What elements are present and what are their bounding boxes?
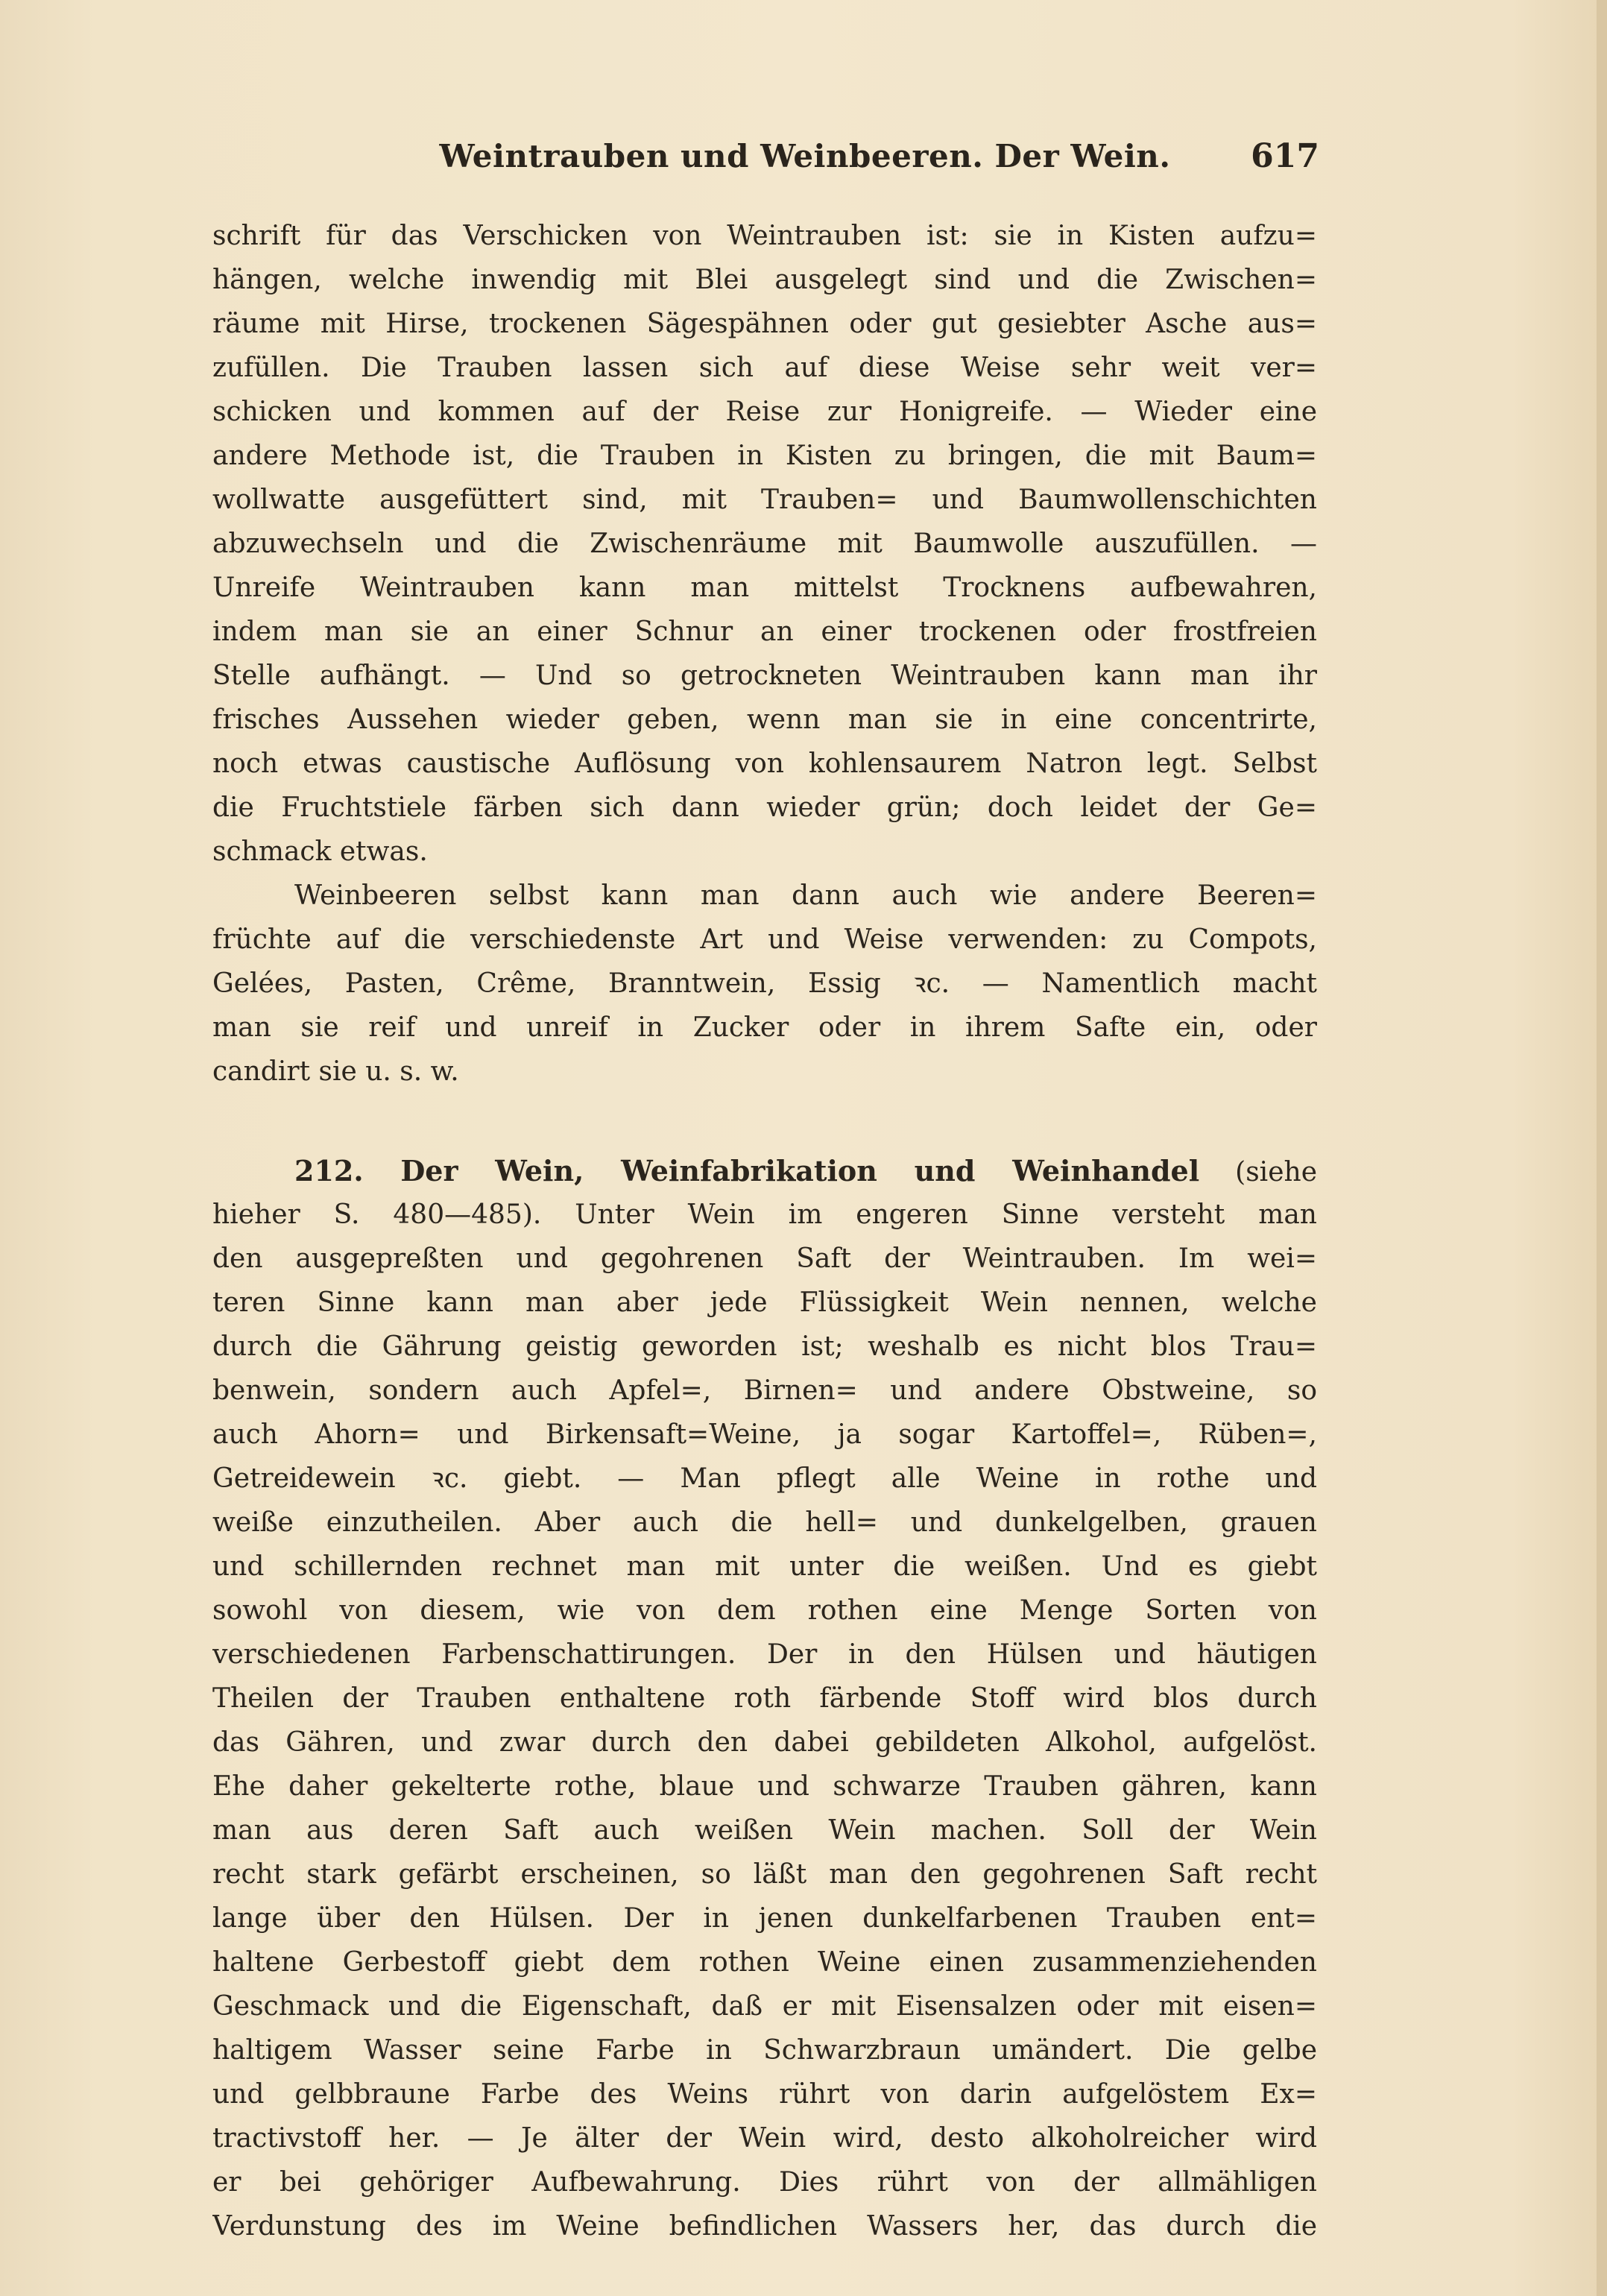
text-line: haltigem Wasser seine Farbe in Schwarzbraun umändert. Die gelbe [212,2035,1317,2066]
page-number: 617 [1251,137,1319,175]
text-line: durch die Gährung geistig geworden ist; weshalb es nicht blos Trau= [212,1331,1317,1362]
text-line: Geschmack und die Eigenschaft, daß er mit Eisensalzen oder mit eisen= [212,1991,1317,2022]
text-line: Stelle aufhängt. — Und so getrockneten Weintrauben kann man ihr [212,660,1317,691]
text-line: noch etwas caustische Auflösung von kohlensaurem Natron legt. Selbst [212,748,1317,779]
section-gap [212,1094,1317,1149]
text-line: haltene Gerbestoff giebt dem rothen Weine einen zusammenziehenden [212,1947,1317,1978]
text-line: abzuwechseln und die Zwischenräume mit Baumwolle auszufüllen. — [212,529,1317,559]
text-line: zufüllen. Die Trauben lassen sich auf diese Weise sehr weit ver= [212,353,1317,383]
text-line: weiße einzutheilen. Aber auch die hell= und dunkelgelben, grauen [212,1507,1317,1538]
section-heading-line [212,1149,1317,1193]
text-line: Verdunstung des im Weine befindlichen Wassers her, das durch die [212,2211,1317,2242]
text-line: candirt sie u. s. w. [212,1056,459,1087]
body-text [212,214,1317,2248]
text-line: recht stark gefärbt erscheinen, so läßt man den gegohrenen Saft recht [212,1859,1317,1890]
text-line: teren Sinne kann man aber jede Flüssigkeit Wein nennen, welche [212,1287,1317,1318]
text-line: Getreidewein ꝛc. giebt. — Man pflegt alle Weine in rothe und [212,1463,1317,1494]
page-header [0,130,1607,183]
text-line: Weinbeeren selbst kann man dann auch wie andere Beeren= [294,880,1317,911]
text-line: indem man sie an einer Schnur an einer trockenen oder frostfreien [212,616,1317,647]
text-line: lange über den Hülsen. Der in jenen dunkelfarbenen Trauben ent= [212,1903,1317,1934]
text-line: Unreife Weintrauben kann man mittelst Trocknens aufbewahren, [212,573,1317,603]
text-line: den ausgepreßten und gegohrenen Saft der Weintrauben. Im wei= [212,1243,1317,1274]
text-line: verschiedenen Farbenschattirungen. Der in den Hülsen und häutigen [212,1639,1317,1670]
text-line: Ehe daher gekelterte rothe, blaue und schwarze Trauben gähren, kann [212,1771,1317,1802]
text-line: benwein, sondern auch Apfel=, Birnen= und andere Obstweine, so [212,1375,1317,1406]
section-212 [212,1149,1317,2248]
text-line: Gelées, Pasten, Crême, Branntwein, Essig ꝛc. — Namentlich macht [212,968,1317,999]
running-title: Weintrauben und Weinbeeren. Der Wein. [439,138,1171,174]
section-heading: 212. Der Wein, Weinfabrikation und Weinhandel [294,1154,1200,1188]
text-line: und schillernden rechnet man mit unter die weißen. Und es giebt [212,1551,1317,1582]
text-line: die Fruchtstiele färben sich dann wieder grün; doch leidet der Ge= [212,792,1317,823]
text-line: frisches Aussehen wieder geben, wenn man sie in eine concentrirte, [212,704,1317,735]
text-line: andere Methode ist, die Trauben in Kisten zu bringen, die mit Baum= [212,441,1317,471]
text-line: Theilen der Trauben enthaltene roth färbende Stoff wird blos durch [212,1683,1317,1714]
text-line: tractivstoff her. — Je älter der Wein wird, desto alkoholreicher wird [212,2123,1317,2154]
text-line: schrift für das Verschicken von Weintrauben ist: sie in Kisten aufzu= [212,221,1317,251]
text-line: und gelbbraune Farbe des Weins rührt von darin aufgelöstem Ex= [212,2079,1317,2110]
text-line: das Gähren, und zwar durch den dabei gebildeten Alkohol, aufgelöst. [212,1727,1317,1758]
text-line: schmack etwas. [212,836,428,867]
text-line: räume mit Hirse, trockenen Sägespähnen oder gut gesiebter Asche aus= [212,309,1317,339]
text-line: man sie reif und unreif in Zucker oder in ihrem Safte ein, oder [212,1012,1317,1043]
text-line: früchte auf die verschiedenste Art und Weise verwenden: zu Compots, [212,924,1317,955]
paragraph [212,874,1317,1094]
page-edge [1597,0,1607,2296]
text-line: auch Ahorn= und Birkensaft=Weine, ja sogar Kartoffel=, Rüben=, [212,1419,1317,1450]
section-heading-rest: (siehe [1199,1157,1317,1188]
text-line: wollwatte ausgefüttert sind, mit Trauben= und Baumwollenschichten [212,485,1317,515]
text-line: hängen, welche inwendig mit Blei ausgelegt sind und die Zwischen= [212,265,1317,295]
text-line: hieher S. 480—485). Unter Wein im engeren Sinne versteht man [212,1199,1317,1230]
text-line: sowohl von diesem, wie von dem rothen eine Menge Sorten von [212,1595,1317,1626]
text-line: schicken und kommen auf der Reise zur Honigreife. — Wieder eine [212,397,1317,427]
text-line: man aus deren Saft auch weißen Wein machen. Soll der Wein [212,1815,1317,1846]
paragraph [212,214,1317,874]
text-line: er bei gehöriger Aufbewahrung. Dies rührt von der allmähligen [212,2167,1317,2198]
